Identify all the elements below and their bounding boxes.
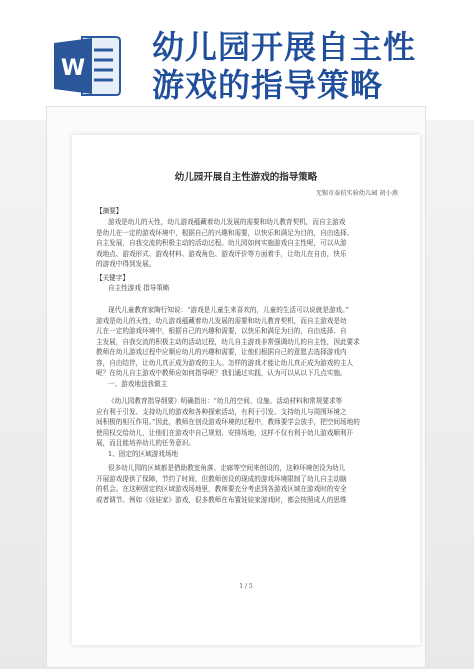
abstract-line: 戏地点、游戏形式、游戏材料、游戏角色、游戏评价等方面着手，让幼儿在自由，快乐 (96, 249, 347, 258)
logo-letter: W (60, 56, 86, 81)
body-line: 或者调节。例如《娃娃家》游戏，很多教师在布置娃娃家游戏时，都会按照成人的思维 (96, 495, 347, 504)
body-line: 教师在幼儿游戏过程中应顺应幼儿的兴趣和需要，让他们根据自己的意愿去选择游戏内 (96, 348, 347, 356)
abstract-line: 自主发展，自我交流的积极主动的活动过程。幼儿园如何实施游戏自主性呢，可以从游 (96, 239, 347, 247)
abstract-line: 是幼儿在一定的游戏环境中，根据自己的兴趣和需要，以快乐和满足为目的，自由选择、 (96, 228, 354, 237)
body-line: 的机会。在这种固定的区域游戏场地里，教师要充分考虑到各游戏区域在游戏时的安全 (96, 485, 347, 493)
body-line: 开展游戏提供了保障，节约了时间，但教师创设的现成的游戏环境限制了幼儿自主动脑 (96, 474, 347, 483)
section-heading: 一、游戏地盘我做主 (108, 380, 168, 388)
body-line: 容，自由结伴，让幼儿真正成为游戏的主人。怎样的游戏才能让幼儿真正成为游戏的主人 (96, 358, 354, 367)
body-line: 呢？在幼儿自主游戏中教师应如何指导呢？我们通过实践，认为可以从以下几点实施。 (96, 369, 347, 377)
body-line: 儿在一定的游戏环境中，根据自己的兴趣和需要，以快乐和满足为目的，自由选择、自 (96, 327, 347, 335)
document-title: 幼儿园开展自主性游戏的指导策略 (174, 172, 318, 183)
body-line: 很多幼儿园的区域都是借助教室角落、走廊等空间来创设的，这种环境创设为幼儿 (108, 464, 346, 472)
body-line: 展，而且能培养幼儿的任务意识。 (96, 439, 195, 447)
body-line: 使用权交给幼儿，让他们在游戏中自己规划、安排场地，这样不仅有利于幼儿游戏顺利开 (96, 428, 354, 437)
headline-line-2: 游戏的指导策略 (152, 66, 384, 104)
body-line: 间积极的相互作用。”因此，教师在创设游戏环境的过程中，教师要学会放手，把空间场地的 (96, 418, 360, 426)
abstract-line: 的游戏中得到发展。 (96, 260, 156, 268)
body-line: 《幼儿园教育指导纲要》明确指出：“幼儿的空间、设施、活动材料和常规要求等 (108, 397, 343, 405)
body-line: 游戏是幼儿的天性，幼儿游戏蕴藏着幼儿发展的需要和幼儿教育契机，而自主游戏是幼 (96, 316, 347, 325)
body-line: 现代儿童教育家陶行知说：“游戏是儿童生来喜欢的，儿童的生活可以说就是游戏。” (108, 306, 349, 314)
page-number: 1 / 5 (239, 583, 253, 590)
headline (152, 28, 452, 104)
abstract-line: 游戏是幼儿的天性，幼儿游戏蕴藏着幼儿发展的需要和幼儿教育契机，而自主游戏 (108, 218, 346, 226)
headline-line-1: 幼儿园开展自主性 (152, 28, 417, 66)
abstract-heading: 【摘要】 (96, 207, 123, 215)
document-page (72, 135, 420, 645)
body-line: 应有利于引发、支持幼儿的游戏和各种探索活动，有利于引发、支持幼儿与周围环境之 (96, 407, 347, 416)
banner (0, 0, 474, 120)
author-line: 无锡市泰伯实验幼儿园 胡小燕 (315, 190, 398, 197)
subsection-heading: 1、固定的区域游戏场地 (108, 450, 179, 458)
word-document-icon (52, 35, 122, 97)
body-line: 主发展，自我交流的积极主动的活动过程，幼儿自主游戏非常强调幼儿的自主性，因此要求 (96, 337, 360, 346)
keywords-text: 自主性游戏 指导策略 (108, 284, 170, 292)
keywords-heading: 【关键字】 (96, 274, 129, 282)
